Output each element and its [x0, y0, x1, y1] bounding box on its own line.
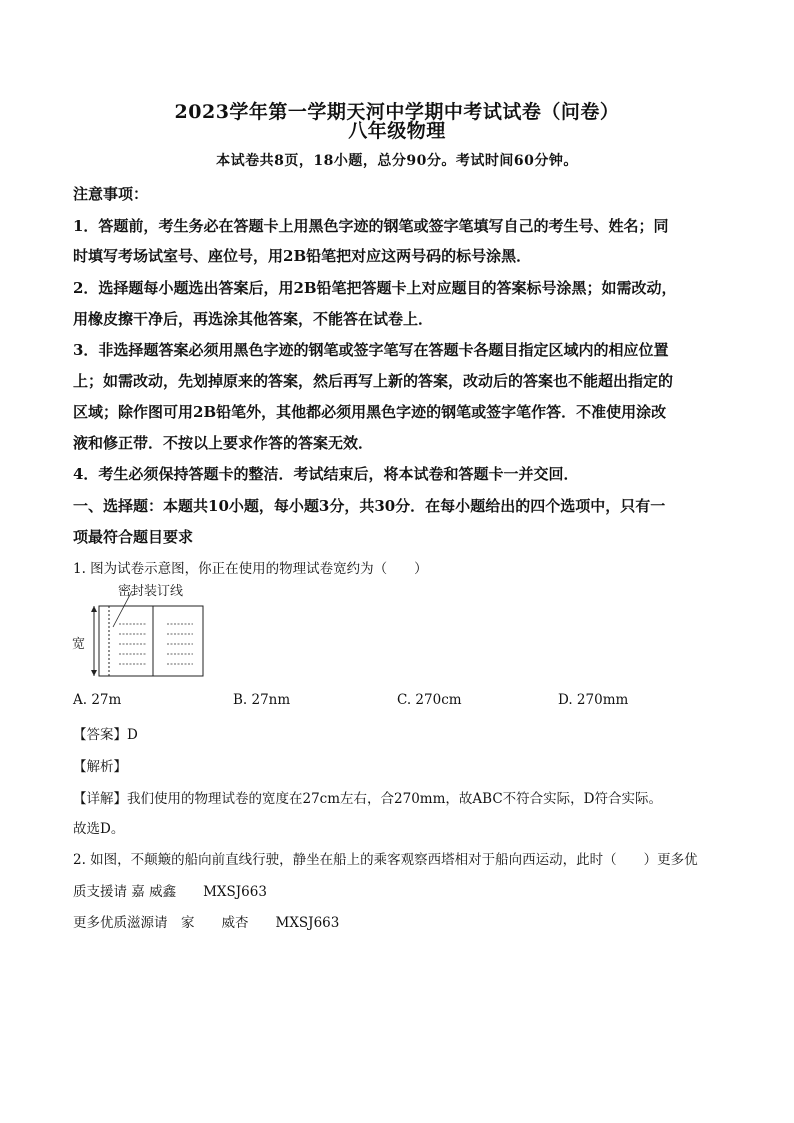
- seal-line-label: 密封装订线: [118, 584, 184, 599]
- notice-line: 上；如需改动，先划掉原来的答案，然后再写上新的答案，改动后的答案也不能超出指定的: [73, 372, 674, 390]
- option-c: C. 270cm: [397, 692, 462, 708]
- question-2-stem: 2. 如图，不颠簸的船向前直线行驶，静坐在船上的乘客观察西塔相对于船向西运动，此时（ ）更多优: [73, 852, 698, 868]
- exam-info: 本试卷共8页，18小题，总分90分。考试时间60分钟。: [216, 153, 578, 169]
- notice-line: 区域；除作图可用2B铅笔外，其他都必须用黑色字迹的钢笔或签字笔作答．不准使用涂改: [73, 403, 667, 421]
- width-label: 宽: [72, 637, 86, 652]
- notice-line: 液和修正带．不按以上要求作答的答案无效．: [73, 434, 374, 452]
- question-1-stem: 1. 图为试卷示意图，你正在使用的物理试卷宽约为（ ）: [73, 561, 428, 577]
- arrow-head-top: [91, 606, 97, 612]
- option-d: D. 270mm: [558, 692, 629, 708]
- paper-outline: [99, 606, 203, 676]
- notice-heading: 注意事项：: [73, 185, 149, 203]
- section-heading-line1: 一、选择题：本题共10小题，每小题3分，共30分．在每小题给出的四个选项中，只有一: [73, 497, 666, 515]
- exam-paper-diagram: [72, 582, 212, 682]
- notice-line: 3．非选择题答案必须用黑色字迹的钢笔或签字笔写在答题卡各题目指定区域内的相应位置: [73, 341, 669, 359]
- text-lines-left: [119, 624, 146, 664]
- answer: 【答案】D: [73, 727, 138, 743]
- arrow-head-bottom: [91, 670, 97, 676]
- paper-sketch-svg: [72, 582, 212, 682]
- text-lines-right: [167, 624, 193, 664]
- notice-line: 用橡皮擦干净后，再选涂其他答案，不能答在试卷上．: [73, 310, 434, 328]
- analysis-label: 【解析】: [73, 759, 127, 775]
- option-b: B. 27nm: [233, 692, 291, 708]
- notice-line: 时填写考场试室号、座位号，用2B铅笔把对应这两号码的标号涂黑．: [73, 247, 532, 265]
- option-a: A. 27m: [73, 692, 122, 708]
- notice-line: 2．选择题每小题选出答案后，用2B铅笔把答题卡上对应题目的答案标号涂黑；如需改动，: [73, 279, 677, 297]
- watermark-line-2: 更多优质滋源请 家 威杏 MXSJ663: [73, 915, 340, 931]
- watermark-line-1: 质支援请 嘉 威鑫 MXSJ663: [73, 884, 267, 900]
- notice-line: 4．考生必须保持答题卡的整洁．考试结束后，将本试卷和答题卡一并交回．: [73, 465, 579, 483]
- conclusion: 故选D。: [73, 821, 125, 837]
- exam-subtitle: 八年级物理: [348, 120, 446, 142]
- notice-line: 1．答题前，考生务必在答题卡上用黑色字迹的钢笔或签字笔填写自己的考生号、姓名；同: [73, 217, 669, 235]
- exam-title: 2023学年第一学期天河中学期中考试试卷（问卷）: [174, 101, 620, 123]
- detail-explanation: 【详解】我们使用的物理试卷的宽度在27cm左右，合270mm，故ABC不符合实际，D符合实际。: [73, 791, 662, 807]
- section-heading-line2: 项最符合题目要求: [73, 528, 194, 546]
